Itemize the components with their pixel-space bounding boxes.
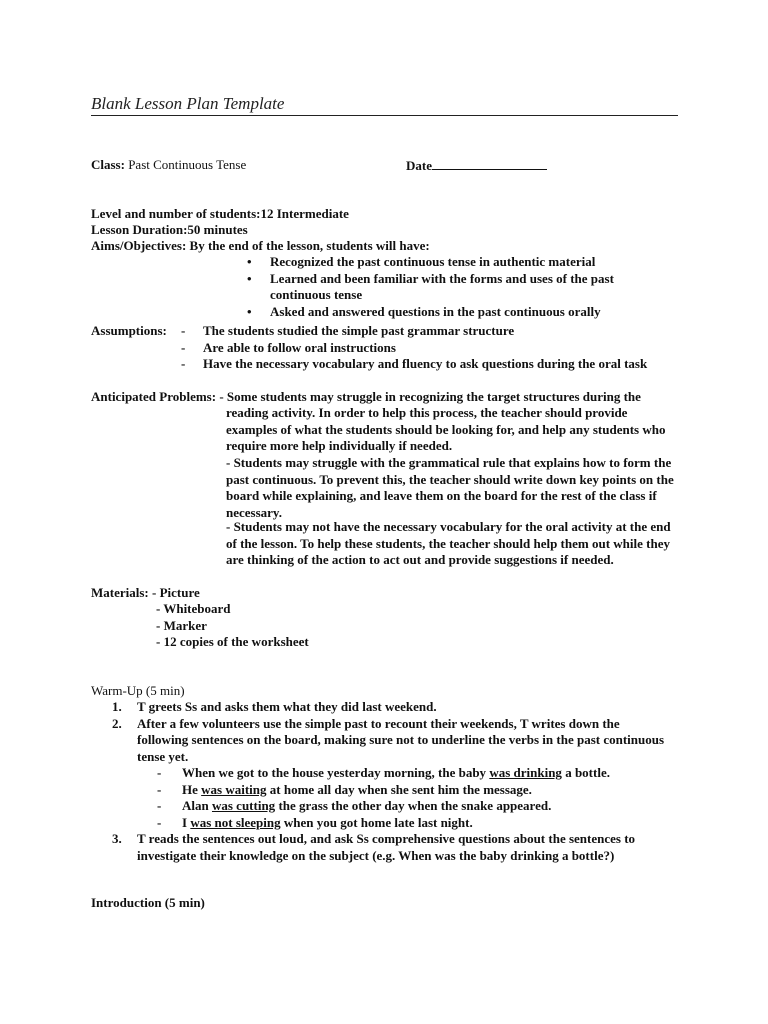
class-line [91, 157, 691, 174]
step-number: 3. [112, 831, 122, 846]
assumptions-label: Assumptions: [91, 323, 167, 338]
assumption-dash: - [181, 323, 186, 338]
anticipated-paragraph-1: reading activity. In order to help this process, the teacher should provide examples of what the students should be looking for, and help any students who require more help individually if needed. [226, 405, 666, 453]
anticipated-first-line: - Some students may struggle in recognizing the target structures during the [219, 389, 641, 404]
warmup-step [112, 699, 672, 716]
date-label: Date [406, 158, 432, 173]
materials-label: Materials: [91, 585, 149, 600]
warmup-heading: Warm-Up (5 min) [91, 683, 185, 698]
assumption-dash: - [181, 340, 186, 355]
step-text: After a few volunteers use the simple past to recount their weekends, T writes down the following sentences on the board, making sure not to underline the verbs in the past continuous tense yet. [137, 715, 665, 764]
class-value: Past Continuous Tense [128, 157, 247, 172]
example-sentence: - I was not sleeping when you got home late last night. [157, 814, 473, 830]
assumption-item: The students studied the simple past grammar structure [203, 323, 515, 338]
assumption-item: Are able to follow oral instructions [203, 340, 396, 355]
anticipated-paragraph-2: - Students may struggle with the grammatical rule that explains how to form the past continuous. To prevent this, the teacher should write down key points on the board while explaining, and leave them on the board for the rest of the class if necessary. [226, 455, 674, 520]
step-text: T greets Ss and asks them what they did last weekend. [137, 699, 437, 714]
step-number: 2. [112, 715, 122, 731]
example-sentences [112, 765, 672, 831]
aim-item: • Learned and been familiar with the forms and uses of the past continuous tense [245, 271, 665, 304]
material-item: - Picture [152, 585, 200, 600]
aims-list [245, 254, 665, 320]
assumption-dash: - [181, 356, 186, 371]
level-line: Level and number of students:12 Intermediate [91, 206, 349, 221]
duration-line: Lesson Duration:50 minutes [91, 222, 248, 237]
date-blank [432, 157, 547, 170]
step-text: T reads the sentences out loud, and ask Ss comprehensive questions about the sentences to investigate their knowledge on the subject (e.g. When was the baby drinking a bottle?) [137, 831, 636, 863]
assumption-item: Have the necessary vocabulary and fluency to ask questions during the oral task [203, 356, 648, 371]
aims-intro: Aims/Objectives: By the end of the lesson, students will have: [91, 238, 430, 253]
material-item: - Whiteboard [156, 601, 231, 616]
aim-item: • Recognized the past continuous tense in authentic material [245, 254, 665, 271]
example-sentence: - When we got to the house yesterday morning, the baby was drinking a bottle. [157, 765, 610, 780]
past-continuous-verb: was waiting [201, 781, 267, 797]
past-continuous-verb: was cutting [211, 798, 276, 813]
warmup-steps [112, 699, 672, 864]
example-sentence: - He was waiting at home all day when she sent him the message. [157, 781, 532, 797]
introduction-heading: Introduction (5 min) [91, 895, 205, 910]
past-continuous-verb: was drinking [489, 765, 562, 780]
class-label: Class: [91, 157, 125, 172]
warmup-step [112, 831, 672, 864]
anticipated-paragraph-3: - Students may not have the necessary vocabulary for the oral activity at the end of the lesson. To help these students, the teacher should help them out while they are thinking of the action to act out and provide suggestions if needed. [226, 519, 671, 567]
material-item: - 12 copies of the worksheet [156, 634, 309, 649]
date-field [406, 157, 547, 175]
document-title: Blank Lesson Plan Template [91, 94, 678, 116]
past-continuous-verb: was not sleeping [190, 814, 281, 830]
warmup-step [112, 716, 672, 832]
example-sentence: - Alan was cutting the grass the other day when the snake appeared. [157, 798, 552, 813]
anticipated-label: Anticipated Problems: [91, 389, 217, 404]
material-item: - Marker [156, 618, 207, 633]
aim-item: • Asked and answered questions in the past continuous orally [245, 304, 665, 321]
materials-line [91, 585, 200, 602]
step-number: 1. [112, 699, 122, 714]
anticipated-problems-line [91, 389, 641, 406]
